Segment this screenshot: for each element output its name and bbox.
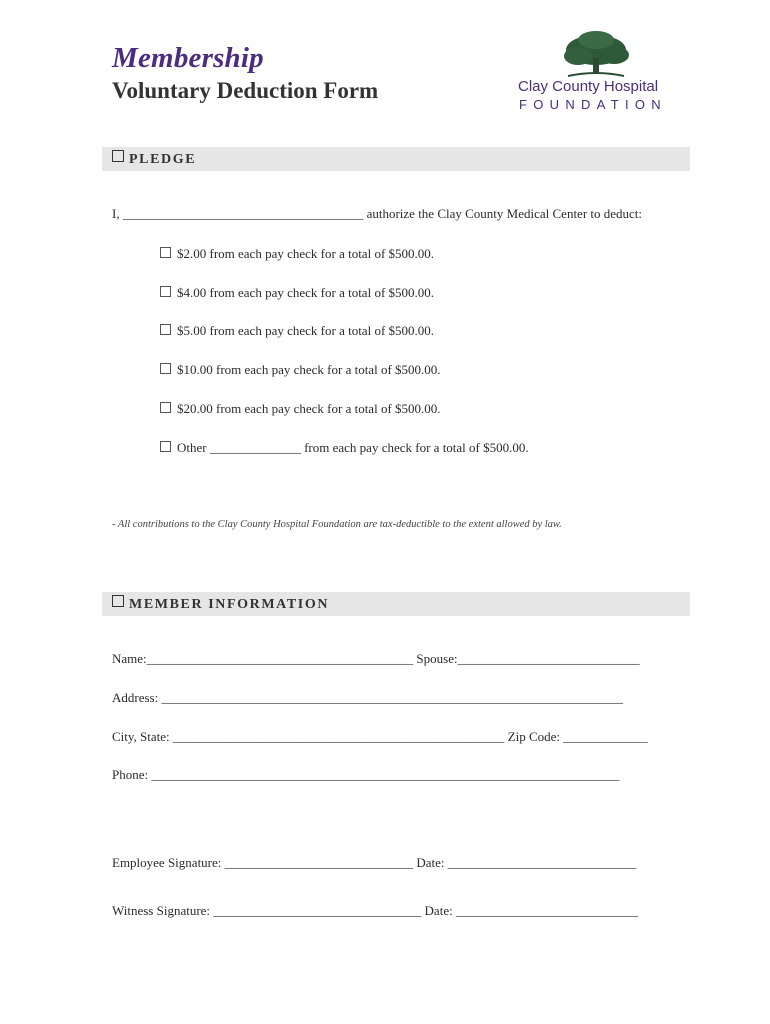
logo-name: Clay County Hospital bbox=[518, 78, 659, 95]
address-field[interactable]: Address: _______________________________________________________________________ bbox=[112, 690, 623, 705]
option-checkbox[interactable] bbox=[160, 402, 171, 413]
option-checkbox[interactable] bbox=[160, 247, 171, 258]
option-checkbox[interactable] bbox=[160, 286, 171, 297]
option-checkbox[interactable] bbox=[160, 441, 171, 452]
pledge-option-other: Other ______________ from each pay check for a total of $500.00. bbox=[160, 440, 529, 456]
member-section-header bbox=[102, 592, 690, 616]
pledge-option: $20.00 from each pay check for a total of $500.00. bbox=[160, 401, 441, 417]
pledge-option: $4.00 from each pay check for a total of $500.00. bbox=[160, 285, 434, 301]
logo-foundation: FOUNDATION bbox=[519, 97, 667, 112]
pledge-option: $5.00 from each pay check for a total of $500.00. bbox=[160, 323, 434, 339]
pledge-option: $10.00 from each pay check for a total of $500.00. bbox=[160, 362, 441, 378]
city-state-zip-field[interactable]: City, State: ___________________________________________________ Zip Code: _____________ bbox=[112, 729, 648, 744]
tree-logo-icon bbox=[560, 30, 632, 80]
option-checkbox[interactable] bbox=[160, 324, 171, 335]
phone-field[interactable]: Phone: ________________________________________________________________________ bbox=[112, 767, 620, 782]
page-title: Voluntary Deduction Form bbox=[112, 78, 379, 103]
tax-deductible-note: - All contributions to the Clay County Hospital Foundation are tax-deductible to the extent allowed by law. bbox=[112, 519, 562, 530]
option-checkbox[interactable] bbox=[160, 363, 171, 374]
pledge-section-header bbox=[102, 147, 690, 171]
employee-signature-field[interactable]: Employee Signature: _____________________________ Date: _____________________________ bbox=[112, 855, 637, 870]
pledge-section-title: PLEDGE bbox=[129, 152, 197, 167]
member-section-title: MEMBER INFORMATION bbox=[129, 597, 330, 612]
pledge-checkbox[interactable] bbox=[112, 150, 124, 162]
pledge-option: $2.00 from each pay check for a total of $500.00. bbox=[160, 246, 434, 262]
name-spouse-field[interactable]: Name:_________________________________________ Spouse:____________________________ bbox=[112, 651, 640, 666]
witness-signature-field[interactable]: Witness Signature: ________________________________ Date: ____________________________ bbox=[112, 903, 638, 918]
pledge-intro: I, _____________________________________ authorize the Clay County Medical Center to deduct: bbox=[112, 206, 643, 221]
title-membership: Membership bbox=[112, 42, 264, 74]
member-checkbox[interactable] bbox=[112, 595, 124, 607]
